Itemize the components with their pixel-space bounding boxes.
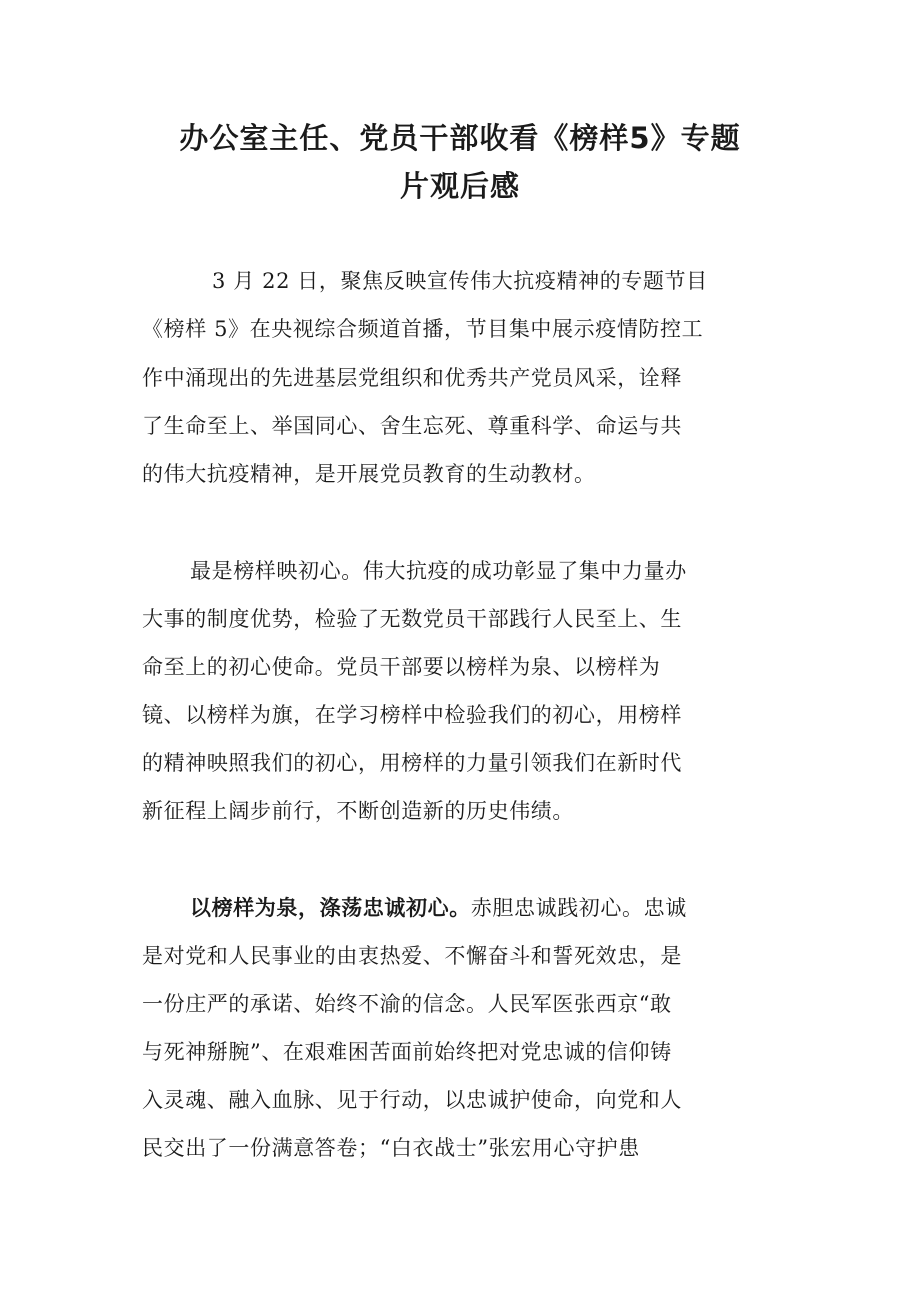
paragraph-3-line-3: 一份庄严的承诺、始终不渝的信念。人民军医张西京“敢 bbox=[142, 992, 672, 1016]
paragraph-2-line-4: 镜、以榜样为旗，在学习榜样中检验我们的初心，用榜样 bbox=[142, 703, 682, 727]
paragraph-1-line-4: 了生命至上、举国同心、舍生忘死、尊重科学、命运与共 bbox=[142, 414, 682, 438]
paragraph-2-line-1: 最是榜样映初心。伟大抗疫的成功彰显了集中力量办 bbox=[190, 559, 687, 583]
paragraph-2-line-3: 命至上的初心使命。党员干部要以榜样为泉、以榜样为 bbox=[142, 655, 661, 679]
paragraph-3-line-4: 与死神掰腕”、在艰难困苦面前始终把对党忠诚的信仰铸 bbox=[142, 1040, 672, 1064]
paragraph-3-line-5: 入灵魂、融入血脉、见于行动，以忠诚护使命，向党和人 bbox=[142, 1088, 682, 1112]
paragraph-3-line-1 bbox=[190, 893, 782, 923]
paragraph-3-heading: 以榜样为泉，涤荡忠诚初心。 bbox=[190, 895, 471, 920]
paragraph-3-line-1-rest: 赤胆忠诚践初心。忠诚 bbox=[470, 896, 687, 920]
document-title-line-2: 片观后感 bbox=[399, 169, 520, 203]
paragraph-2-line-5: 的精神映照我们的初心，用榜样的力量引领我们在新时代 bbox=[142, 751, 682, 775]
paragraph-3-line-6: 民交出了一份满意答卷；“白衣战士”张宏用心守护患 bbox=[142, 1136, 640, 1160]
paragraph-1-line-1: 3 月 22 日，聚焦反映宣传伟大抗疫精神的专题节目 bbox=[212, 269, 708, 293]
paragraph-1-line-3: 作中涌现出的先进基层党组织和优秀共产党员风采，诠释 bbox=[142, 366, 682, 390]
paragraph-1-line-2: 《榜样 5》在央视综合频道首播，节目集中展示疫情防控工 bbox=[142, 317, 704, 341]
paragraph-2-line-6: 新征程上阔步前行，不断创造新的历史伟绩。 bbox=[142, 799, 574, 823]
paragraph-3-line-2: 是对党和人民事业的由衷热爱、不懈奋斗和誓死效忠，是 bbox=[142, 944, 682, 968]
document-title-line-1: 办公室主任、党员干部收看《榜样5》专题 bbox=[179, 121, 741, 155]
paragraph-1-line-5: 的伟大抗疫精神，是开展党员教育的生动教材。 bbox=[142, 462, 596, 486]
paragraph-2-line-2: 大事的制度优势，检验了无数党员干部践行人民至上、生 bbox=[142, 607, 682, 631]
